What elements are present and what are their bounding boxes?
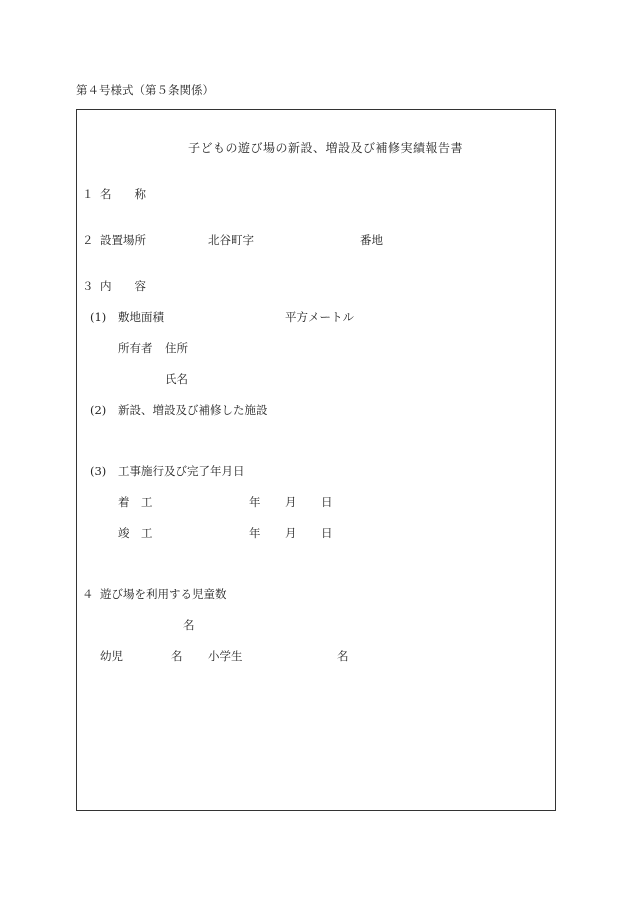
item-1-label: 名 称: [100, 187, 146, 201]
end-year-label: 年: [249, 526, 261, 540]
elementary-unit: 名: [337, 649, 349, 663]
dates-number: (3): [90, 464, 107, 478]
form-number: 第４号様式（第５条関係）: [76, 83, 214, 97]
end-label: 竣 工: [118, 526, 153, 540]
infant-label: 幼児: [100, 649, 123, 663]
owner-address-label: 住所: [165, 341, 188, 355]
owner-name-label: 氏名: [165, 372, 188, 386]
start-label: 着 工: [118, 495, 153, 509]
dates-label: 工事施行及び完了年月日: [118, 464, 245, 478]
item-1-number: １: [82, 187, 94, 201]
end-month-label: 月: [285, 526, 297, 540]
item-4-number: ４: [82, 587, 94, 601]
facility-label: 新設、増設及び補修した施設: [118, 403, 268, 417]
item-4-label: 遊び場を利用する児童数: [100, 587, 227, 601]
item-2-label: 設置場所: [100, 233, 146, 247]
item-3-label: 内 容: [100, 279, 146, 293]
site-area-number: (1): [90, 310, 107, 324]
item-2-number: ２: [82, 233, 94, 247]
start-day-label: 日: [321, 495, 333, 509]
location-town-label: 北谷町字: [208, 233, 254, 247]
owner-label: 所有者: [118, 341, 153, 355]
elementary-label: 小学生: [208, 649, 243, 663]
end-day-label: 日: [321, 526, 333, 540]
form-title: 子どもの遊び場の新設、増設及び補修実績報告書: [188, 141, 464, 155]
site-area-label: 敷地面積: [118, 310, 164, 324]
children-total-unit: 名: [183, 618, 195, 632]
site-area-unit: 平方メートル: [285, 310, 354, 324]
location-lot-label: 番地: [360, 233, 383, 247]
form-frame: [76, 109, 556, 811]
start-month-label: 月: [285, 495, 297, 509]
infant-unit: 名: [171, 649, 183, 663]
item-3-number: ３: [82, 279, 94, 293]
start-year-label: 年: [249, 495, 261, 509]
facility-number: (2): [90, 403, 107, 417]
